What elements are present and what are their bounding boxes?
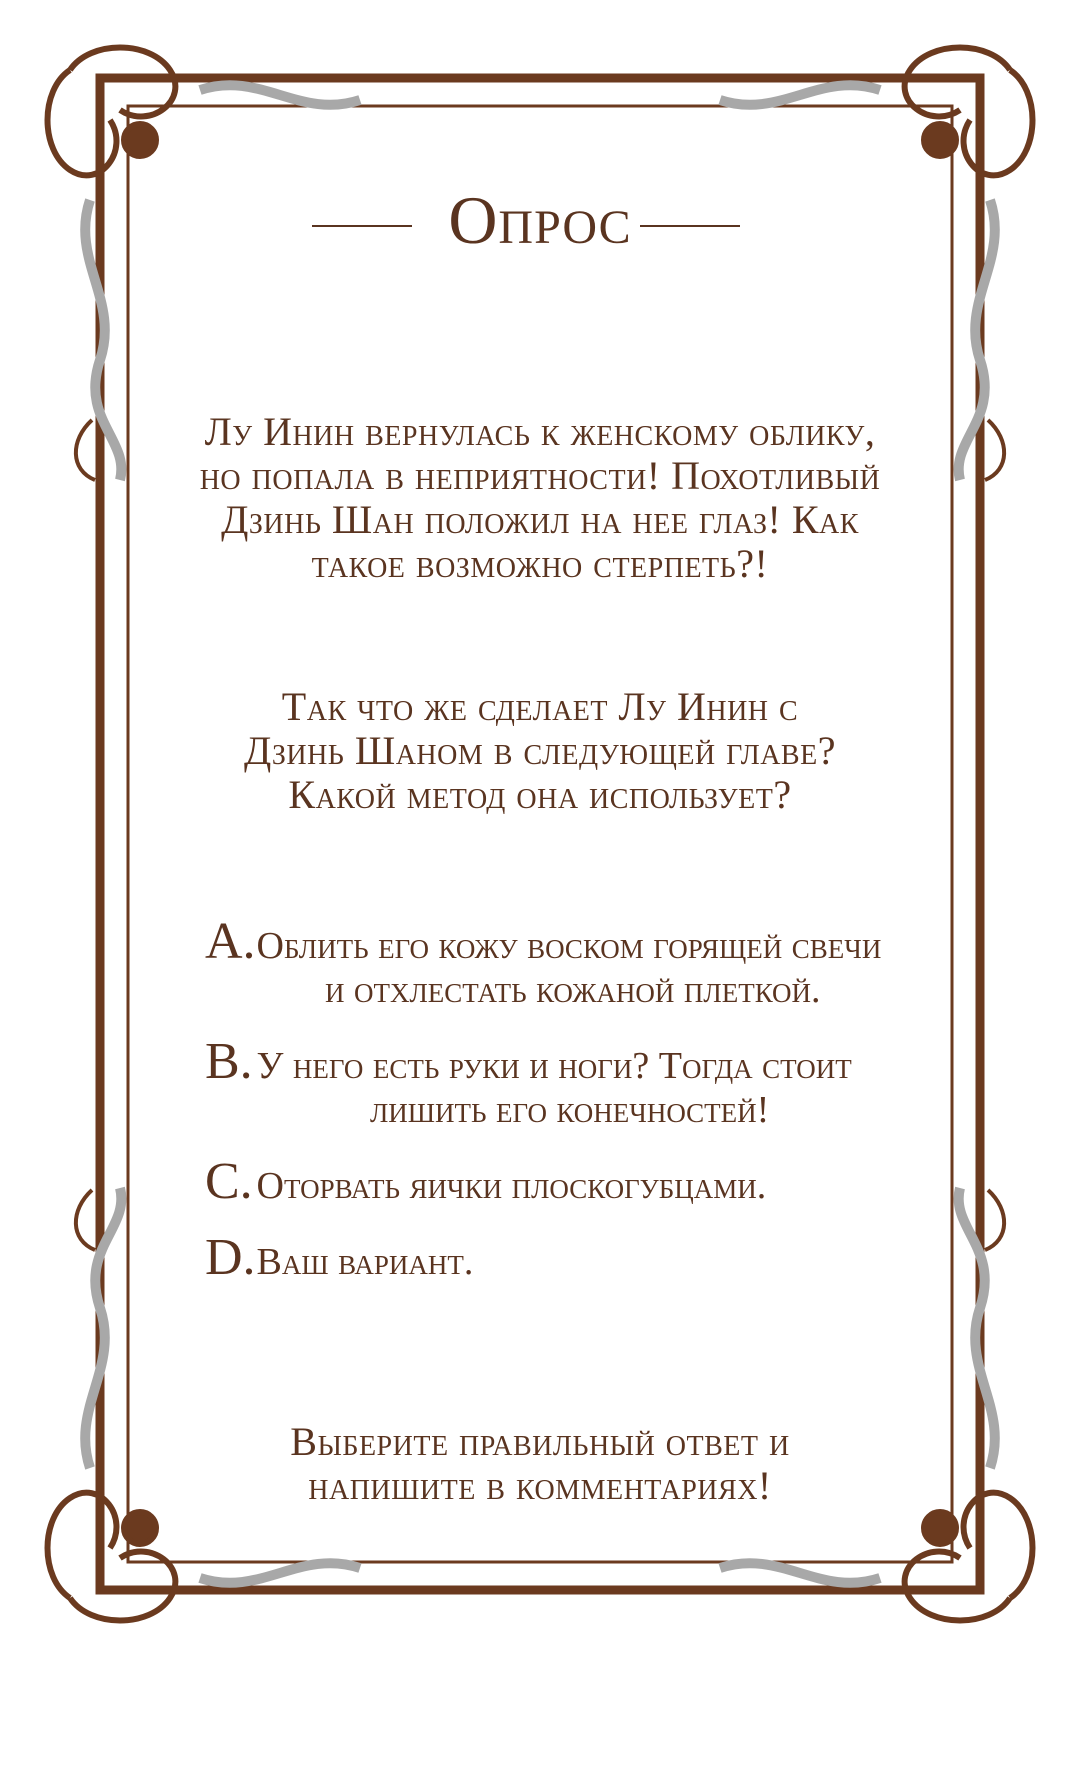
page-title: Опрос — [448, 182, 632, 258]
intro-line: Лу Инин вернулась к женскому облику, — [204, 409, 876, 454]
option-text: У него есть руки и ноги? Тогда стоит — [256, 1045, 852, 1087]
intro-line: Дзинь Шан положил на нее глаз! Как — [221, 497, 859, 542]
option-text: и отхлестать кожаной плеткой. — [325, 969, 821, 1011]
option-c — [205, 1153, 965, 1210]
option-letter: D. — [205, 1229, 256, 1286]
question-paragraph — [150, 685, 930, 817]
intro-line: но попала в неприятности! Похотливый — [199, 453, 881, 498]
option-letter: C. — [205, 1153, 253, 1210]
side-ornament-left — [76, 420, 95, 1250]
option-letter: B. — [205, 1033, 253, 1090]
footer-line: Выберите правильный ответ и — [290, 1419, 790, 1464]
answer-options — [205, 913, 965, 1312]
option-a — [205, 913, 965, 1012]
option-text: лишить его конечностей! — [370, 1089, 770, 1131]
question-line: Какой метод она использует? — [288, 772, 792, 817]
option-text: Облить его кожу воском горящей свечи — [256, 925, 882, 967]
footer-line: напишите в комментариях! — [308, 1463, 772, 1508]
option-b — [205, 1033, 965, 1132]
intro-paragraph — [150, 410, 930, 586]
question-line: Так что же сделает Лу Инин с — [281, 684, 799, 729]
question-line: Дзинь Шаном в следующей главе? — [244, 728, 836, 773]
option-text: Оторвать яички плоскогубцами. — [256, 1165, 767, 1207]
footer-instruction — [150, 1420, 930, 1508]
option-d — [205, 1229, 965, 1286]
side-ornament-right — [985, 420, 1004, 1250]
title-rule-right — [640, 225, 740, 227]
intro-line: такое возможно стерпеть?! — [311, 541, 769, 586]
option-text: Ваш вариант. — [256, 1241, 474, 1283]
option-letter: A. — [205, 913, 256, 970]
